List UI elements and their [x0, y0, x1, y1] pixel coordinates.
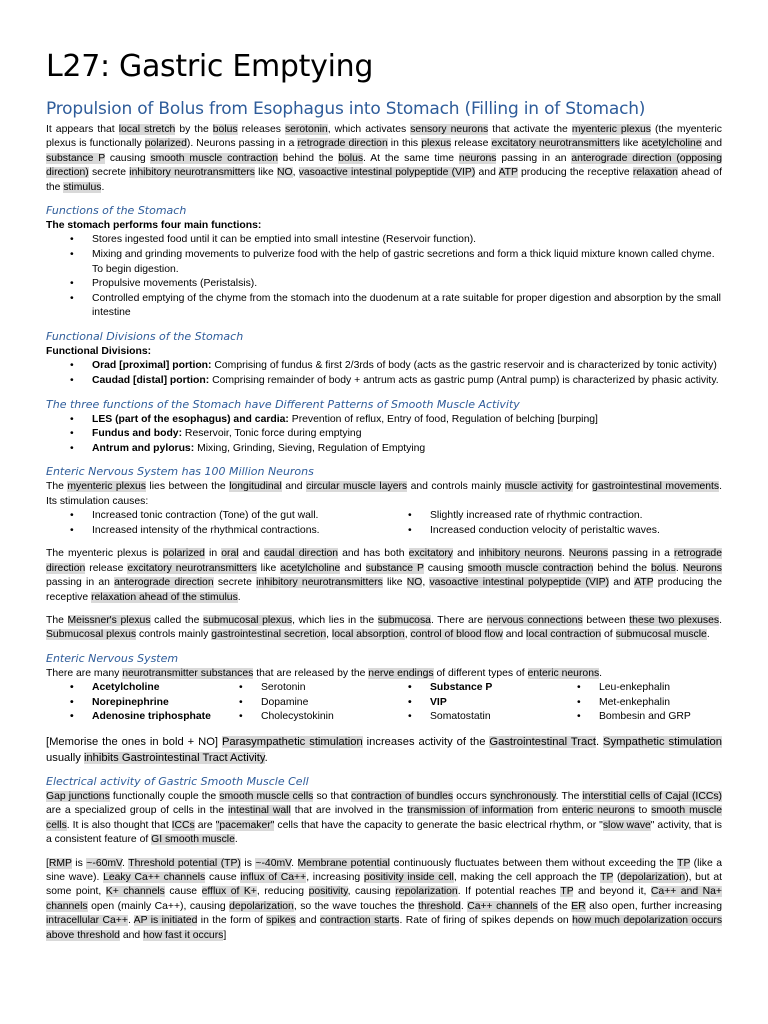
highlighted-term: neurotransmitter substances — [122, 667, 254, 679]
highlighted-term: relaxation — [632, 167, 678, 179]
list-item: • Increased tonic contraction (Tone) of the gut wall. — [46, 509, 384, 524]
highlighted-term: influx of Ca++ — [240, 872, 307, 884]
text-run: , — [292, 167, 299, 179]
highlighted-term: serotonin — [284, 124, 328, 135]
list-item: • Controlled emptying of the chyme from the stomach into the duodenum at a rate suitable for proper digestion and absorption by the small intestine — [46, 292, 722, 321]
text-run: and — [701, 138, 723, 150]
effects-right-list — [384, 509, 722, 538]
highlighted-term: nervous connections — [486, 615, 583, 626]
text-run: The — [46, 481, 68, 493]
text-run: secrete — [88, 167, 130, 179]
neurotransmitter-item: • Dopamine — [215, 696, 384, 711]
neurotransmitter-item: • Acetylcholine — [46, 681, 215, 696]
text-run: , causing — [347, 886, 396, 898]
text-run: of the — [537, 900, 572, 912]
text-run: to — [634, 805, 652, 817]
functions-lead: The stomach performs four main functions: — [46, 220, 262, 232]
text-run: for — [572, 481, 593, 493]
text-run: in the form of — [197, 915, 267, 927]
highlighted-term: neurons — [458, 152, 497, 164]
text-run: The myenteric plexus is — [46, 548, 163, 560]
text-run: ), but at some point, — [46, 872, 722, 898]
text-run: increases activity of the — [362, 736, 490, 748]
highlighted-term: AP is initiated — [133, 915, 198, 927]
highlighted-term: caudal direction — [264, 548, 338, 560]
highlighted-term: these two plexuses — [629, 615, 720, 626]
highlighted-term: Neurons — [568, 548, 609, 560]
text-run: . — [460, 900, 468, 912]
highlighted-term: GI smooth muscle — [151, 834, 235, 846]
highlighted-term: ER — [571, 900, 586, 912]
text-run: . — [122, 857, 129, 869]
text-run: and — [295, 915, 320, 927]
text-run: and has both — [338, 548, 409, 560]
text-run: The — [46, 615, 68, 626]
highlighted-term: Meissner's plexus — [67, 615, 151, 626]
effects-left-list — [46, 509, 384, 538]
text-run: ] — [223, 929, 227, 941]
highlighted-term: Neurons — [682, 562, 722, 574]
text-run: causing — [423, 562, 468, 574]
text-run: , so the wave touches the — [293, 900, 419, 912]
highlighted-term: intestinal wall — [227, 805, 291, 817]
highlighted-term: inhibitory neurotransmitters — [256, 577, 383, 589]
text-run: . The — [555, 791, 583, 802]
highlighted-term: depolarization — [620, 872, 686, 884]
neurotransmitter-item: • Bombesin and GRP — [553, 710, 722, 725]
text-run: and — [609, 577, 635, 589]
text-run: [ — [46, 857, 49, 869]
highlighted-term: ATP — [634, 577, 654, 589]
highlighted-term: smooth muscle cells — [219, 791, 314, 802]
highlighted-term: contraction starts — [319, 915, 400, 927]
text-run: . — [291, 857, 298, 869]
text-run: ). Neurons passing in a — [186, 138, 298, 150]
nt-column — [553, 681, 722, 725]
text-run: [Memorise the ones in bold + NO] — [46, 736, 222, 748]
subheading-ens: Enteric Nervous System — [46, 651, 179, 665]
paragraph-gap-junctions — [46, 790, 722, 848]
highlighted-term: sensory neurons — [410, 124, 489, 135]
neurotransmitter-item: • Serotonin — [215, 681, 384, 696]
text-run: releases — [237, 124, 285, 135]
text-run: producing the receptive — [46, 577, 722, 603]
text-run: like — [254, 167, 277, 179]
text-run: . — [127, 915, 134, 927]
highlighted-term: polarized — [162, 548, 205, 560]
highlighted-term: positivity — [308, 886, 348, 898]
highlighted-term: excitatory — [408, 548, 454, 560]
text-run: behind the — [278, 152, 339, 164]
highlighted-term: repolarization — [395, 886, 458, 898]
highlighted-term: longitudinal — [229, 481, 282, 493]
text-run: ahead of the — [46, 167, 722, 193]
highlighted-term: inhibitory neurotransmitters — [129, 167, 255, 179]
highlighted-term: inhibitory neurons — [478, 548, 562, 560]
highlighted-term: efflux of K+ — [201, 886, 257, 898]
text-run: controls mainly — [136, 629, 212, 641]
text-run: . Its stimulation causes: — [46, 481, 723, 507]
highlighted-term: circular muscle layers — [306, 481, 408, 493]
highlighted-term: Ca++ channels — [467, 900, 538, 912]
text-run: called the — [150, 615, 203, 626]
text-run: cells that have the capacity to generate the basic electrical rhythm, or " — [274, 819, 603, 831]
neurotransmitter-grid — [46, 681, 722, 725]
text-run: , making the cell approach the — [453, 872, 601, 884]
text-run: is — [240, 857, 256, 869]
paragraph-rmp — [46, 857, 722, 943]
text-run: so that — [313, 791, 351, 802]
highlighted-term: local stretch — [118, 124, 176, 135]
text-run: between — [582, 615, 630, 626]
paragraph-myenteric — [46, 480, 722, 509]
text-run: functionally couple the — [109, 791, 220, 802]
text-run: . — [719, 615, 722, 626]
text-run: (the myenteric plexus is functionally — [46, 124, 722, 150]
highlighted-term: transmission of information — [407, 805, 534, 817]
text-run: open (mainly Ca++), causing — [87, 900, 230, 912]
text-run: and — [119, 929, 144, 941]
text-run: and controls mainly — [407, 481, 505, 493]
text-run: passing in an — [46, 577, 115, 589]
highlighted-term: Parasympathetic stimulation — [221, 736, 363, 748]
highlighted-term: how fast it occurs — [143, 929, 224, 941]
text-run: in this — [387, 138, 422, 150]
text-run: . — [101, 181, 105, 193]
highlighted-term: inhibits Gastrointestinal Tract Activity — [83, 752, 265, 764]
page-title: L27: Gastric Emptying — [46, 49, 374, 84]
neurotransmitter-item: • Met-enkephalin — [553, 696, 722, 711]
text-run: . — [595, 736, 604, 748]
list-item: • Fundus and body: Reservoir, Tonic force during emptying — [46, 427, 722, 442]
text-run: usually — [46, 752, 84, 764]
text-run: are a specialized group of cells in the — [46, 805, 228, 817]
text-run: like — [619, 138, 642, 150]
text-run: and — [453, 548, 479, 560]
text-run: is — [71, 857, 87, 869]
highlighted-term: positivity inside cell — [363, 872, 454, 884]
highlighted-term: submucosal plexus — [203, 615, 293, 626]
paragraph-polarized — [46, 547, 722, 605]
text-run: behind the — [593, 562, 651, 574]
text-run: . — [237, 591, 241, 603]
text-run: . Rate of firing of spikes depends on — [399, 915, 573, 927]
highlighted-term: Sympathetic stimulation — [603, 736, 722, 748]
text-run: . — [675, 562, 683, 574]
highlighted-term: TP — [677, 857, 691, 869]
highlighted-term: substance P — [46, 152, 105, 164]
highlighted-term: substance P — [365, 562, 424, 574]
text-run: It appears that — [46, 124, 119, 135]
list-item: • Caudad [distal] portion: Comprising remainder of body + antrum acts as gastric pump (Antral pump) is characterized by phasic activity. — [46, 374, 722, 389]
divisions-lead: Functional Divisions: — [46, 346, 152, 357]
text-run: . It is also thought that — [66, 819, 172, 831]
highlighted-term: enteric neurons — [527, 667, 600, 679]
highlighted-term: enteric neurons — [562, 805, 635, 817]
subheading-ens-100m: Enteric Nervous System has 100 Million Neurons — [46, 465, 314, 479]
highlighted-term: vasoactive intestinal polypeptide (VIP) — [298, 167, 476, 179]
highlighted-term: Membrane potential — [297, 857, 390, 869]
highlighted-term: spikes — [266, 915, 296, 927]
text-run: , — [326, 629, 332, 641]
text-run: occurs — [453, 791, 490, 802]
paragraph-meissner — [46, 614, 722, 643]
text-run: causing — [104, 152, 151, 164]
text-run: . At the same time — [363, 152, 459, 164]
nt-column — [215, 681, 384, 725]
divisions-list — [46, 359, 722, 388]
text-run: secrete — [213, 577, 257, 589]
text-run: , — [404, 629, 411, 641]
highlighted-term: acetylcholine — [280, 562, 341, 574]
neurotransmitter-item: • Somatostatin — [384, 710, 553, 725]
highlighted-term: ICCs — [171, 819, 195, 831]
paragraph-neurotransmitters — [46, 667, 722, 681]
highlighted-term: Ca++ and Na+ channels — [46, 886, 722, 912]
list-item: • Mixing and grinding movements to pulverize food with the help of gastric secretions and form a thick liquid mixture known called chyme. To begin digestion. — [46, 248, 722, 277]
highlighted-term: TP — [600, 872, 614, 884]
highlighted-term: local absorption — [331, 629, 405, 641]
highlighted-term: contraction of bundles — [351, 791, 454, 802]
text-run: , reducing — [256, 886, 309, 898]
document-page — [46, 48, 722, 943]
highlighted-term: myenteric plexus — [571, 124, 651, 135]
text-run: passing in an — [496, 152, 572, 164]
text-run: and — [340, 562, 366, 574]
highlighted-term: retrograde direction — [297, 138, 388, 150]
highlighted-term: anterograde direction — [114, 577, 214, 589]
highlighted-term: control of blood flow — [410, 629, 503, 641]
highlighted-term: submucosal muscle — [615, 629, 707, 641]
text-run: like — [382, 577, 407, 589]
highlighted-term: ~-60mV — [86, 857, 123, 869]
text-run: . — [706, 629, 710, 641]
list-item: • Increased intensity of the rhythmical contractions. — [46, 524, 384, 539]
text-run: . There are — [430, 615, 487, 626]
list-item: • Stores ingested food until it can be emptied into small intestine (Reservoir function). — [46, 233, 722, 248]
highlighted-term: local contraction — [526, 629, 602, 641]
highlighted-term: Gap junctions — [46, 791, 110, 802]
highlighted-term: submucosa — [377, 615, 431, 626]
highlighted-term: slow wave — [602, 819, 651, 831]
text-run: (like a sine wave). — [46, 857, 723, 884]
patterns-list — [46, 413, 722, 457]
highlighted-term: bolus — [212, 124, 238, 135]
text-run: and — [502, 629, 527, 641]
text-run: continuously fluctuates between them without exceeding the — [389, 857, 678, 869]
text-run: and — [475, 167, 499, 179]
highlighted-term: gastrointestinal movements — [592, 481, 720, 493]
list-item: • LES (part of the esophagus) and cardia: Prevention of reflux, Entry of food, Regulation of belching [burping] — [46, 413, 722, 428]
text-run: . — [234, 834, 238, 846]
text-run: that are released by the — [253, 667, 369, 679]
section-heading-propulsion: Propulsion of Bolus from Esophagus into Stomach (Filling in of Stomach) — [46, 99, 646, 119]
paragraph-propulsion — [46, 123, 722, 195]
text-run: . — [561, 548, 569, 560]
text-run: . — [264, 752, 268, 764]
text-run: cause — [205, 872, 241, 884]
neurotransmitter-item: • Leu-enkephalin — [553, 681, 722, 696]
text-run: ( — [613, 872, 621, 884]
text-run: that activate the — [488, 124, 572, 135]
highlighted-term: synchronously — [489, 791, 556, 802]
highlighted-term: Threshold potential (TP) — [128, 857, 241, 869]
subheading-divisions: Functional Divisions of the Stomach — [46, 330, 244, 343]
text-run: . — [599, 667, 603, 679]
highlighted-term: muscle activity — [504, 481, 573, 493]
text-run: passing in a — [608, 548, 675, 560]
text-run: , increasing — [306, 872, 364, 884]
text-run: " activity, that is a consistent feature of — [46, 819, 723, 846]
text-run: and — [238, 548, 265, 560]
highlighted-term: excitatory neurotransmitters — [127, 562, 257, 574]
highlighted-term: smooth muscle contraction — [467, 562, 594, 574]
text-run: from — [533, 805, 563, 817]
paragraph-memorise — [46, 734, 722, 766]
text-run: . If potential reaches — [457, 886, 561, 898]
highlighted-term: RMP — [48, 857, 72, 869]
highlighted-term: Gastrointestinal Tract — [489, 736, 596, 748]
neurotransmitter-item: • Norepinephrine — [46, 696, 215, 711]
list-item: • Increased conduction velocity of peristaltic waves. — [384, 524, 722, 539]
highlighted-term: vasoactive intestinal polypeptide (VIP) — [429, 577, 610, 589]
nt-column — [46, 681, 215, 725]
list-item: • Propulsive movements (Peristalsis). — [46, 277, 722, 292]
highlighted-term: gastrointestinal secretion — [211, 629, 327, 641]
highlighted-term: nerve endings — [368, 667, 434, 679]
text-run: also open, further increasing — [585, 900, 722, 912]
neurotransmitter-item: • Adenosine triphosphate — [46, 710, 215, 725]
highlighted-term: Leaky Ca++ channels — [103, 872, 206, 884]
highlighted-term: relaxation ahead of the stimulus — [91, 591, 238, 603]
highlighted-term: plexus — [421, 138, 452, 150]
neurotransmitter-item: • Substance P — [384, 681, 553, 696]
highlighted-term: stimulus — [63, 181, 102, 193]
text-run: and — [281, 481, 307, 493]
text-run: like — [256, 562, 281, 574]
text-run: release — [85, 562, 128, 574]
text-run: , which lies in the — [292, 615, 378, 626]
highlighted-term: NO — [406, 577, 423, 589]
highlighted-term: bolus — [338, 152, 364, 164]
text-run: , which activates — [327, 124, 411, 135]
highlighted-term: NO — [276, 167, 293, 179]
text-run: lies between the — [145, 481, 230, 493]
highlighted-term: how much depolarization occurs above threshold — [46, 915, 723, 941]
text-run: There are many — [46, 667, 123, 679]
highlighted-term: "pacemaker" — [215, 819, 275, 831]
highlighted-term: K+ channels — [105, 886, 165, 898]
highlighted-term: anterograde direction (opposing direction) — [46, 152, 722, 179]
neurotransmitter-item: • Cholecystokinin — [215, 710, 384, 725]
highlighted-term: TP — [560, 886, 574, 898]
highlighted-term: polarized — [144, 138, 187, 150]
subheading-electrical: Electrical activity of Gastric Smooth Muscle Cell — [46, 775, 309, 788]
highlighted-term: Submucosal plexus — [46, 629, 137, 641]
text-run: cause — [164, 886, 202, 898]
highlighted-term: intracellular Ca++ — [46, 915, 128, 927]
highlighted-term: retrograde direction — [46, 548, 722, 574]
text-run: of different types of — [433, 667, 528, 679]
text-run: producing the receptive — [517, 167, 633, 179]
subheading-functions: Functions of the Stomach — [46, 204, 187, 218]
text-run: release — [451, 138, 492, 150]
text-run: and beyond it, — [573, 886, 651, 898]
text-run: are — [194, 819, 216, 831]
list-item: • Slightly increased rate of rhythmic contraction. — [384, 509, 722, 524]
text-run: , — [422, 577, 430, 589]
highlighted-term: depolarization — [229, 900, 294, 912]
text-run: in — [204, 548, 222, 560]
list-item: • Orad [proximal] portion: Comprising of fundus & first 2/3rds of body (acts as the gastric reservoir and is characterized by tonic activity) — [46, 359, 722, 374]
neurotransmitter-item: • VIP — [384, 696, 553, 711]
highlighted-term: ~-40mV — [255, 857, 292, 869]
functions-list — [46, 233, 722, 321]
text-run: that are involved in the — [290, 805, 408, 817]
highlighted-term: bolus — [650, 562, 676, 574]
highlighted-term: interstitial cells of Cajal (ICCs) — [582, 791, 722, 802]
nt-column — [384, 681, 553, 725]
list-item: • Antrum and pylorus: Mixing, Grinding, Sieving, Regulation of Emptying — [46, 442, 722, 457]
text-run: of — [601, 629, 616, 641]
highlighted-term: excitatory neurotransmitters — [491, 138, 620, 150]
subheading-patterns: The three functions of the Stomach have Different Patterns of Smooth Muscle Activity — [46, 397, 520, 411]
highlighted-term: smooth muscle cells — [46, 805, 723, 831]
highlighted-term: myenteric plexus — [67, 481, 146, 493]
highlighted-term: ATP — [498, 167, 518, 179]
highlighted-term: threshold — [418, 900, 461, 912]
highlighted-term: acetylcholine — [641, 138, 702, 150]
stimulation-effects — [46, 509, 722, 538]
highlighted-term: smooth muscle contraction — [150, 152, 278, 164]
text-run: by the — [175, 124, 213, 135]
highlighted-term: oral — [221, 548, 239, 560]
